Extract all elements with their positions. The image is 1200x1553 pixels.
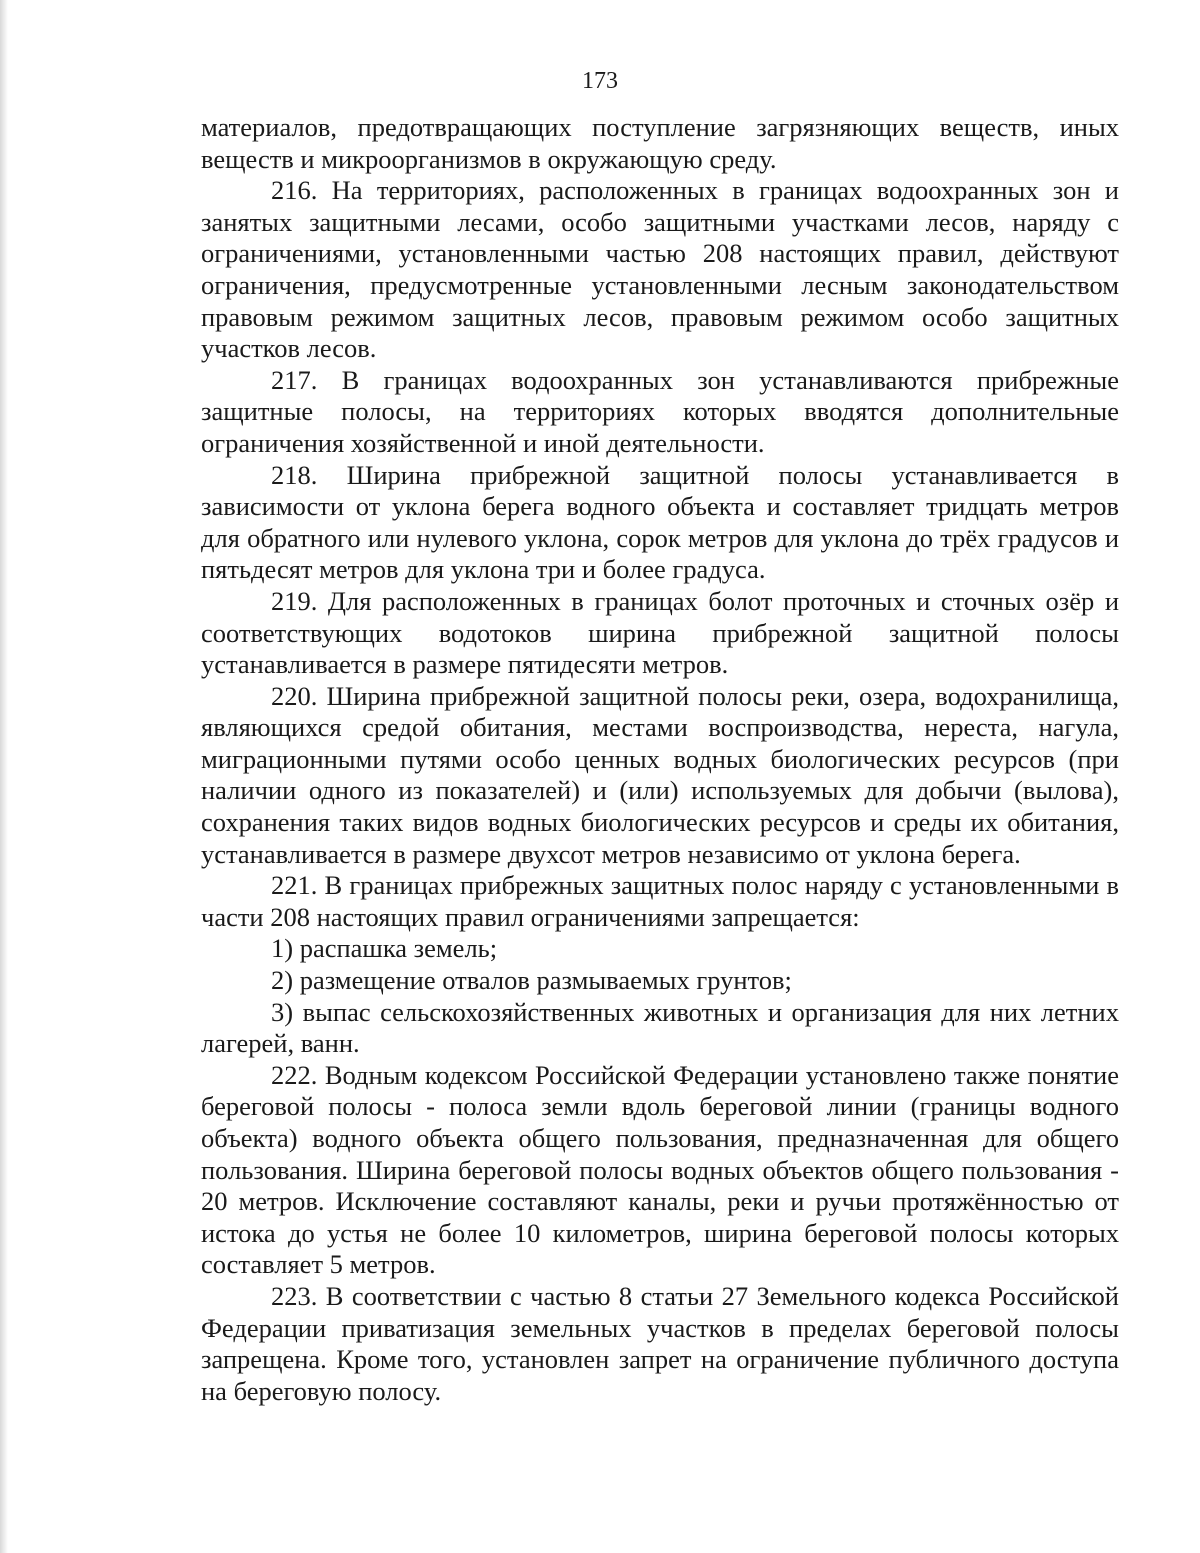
list-item-2: 2) размещение отвалов размываемых грунтов;: [271, 965, 792, 996]
paragraph-continuation: материалов, предотвращающих поступление загрязняющих веществ, иных веществ и микроорганизмов в окружающую среду.: [201, 112, 1119, 174]
page-number: 173: [582, 68, 618, 94]
paragraph-216: 216. На территориях, расположенных в границах водоохранных зон и занятых защитными лесами, особо защитными участками лесов, наряду с ограничениями, установленными частью 208 настоящих правил, действуют ограничения, предусмотренные установленными лесным законодательством правовым режимом защитных лесов, правовым режимом особо защитных участков лесов.: [201, 175, 1119, 364]
paragraph-220: 220. Ширина прибрежной защитной полосы реки, озера, водохранилища, являющихся средой обитания, местами воспроизводства, нереста, нагула, миграционными путями особо ценных водных биологических ресурсов (при наличии одного из показателей) и (или) используемых для добычи (вылова), сохранения таких видов водных биологических ресурсов и среды их обитания, устанавливается в размере двухсот метров независимо от уклона берега.: [201, 680, 1119, 869]
list-item-3: 3) выпас сельскохозяйственных животных и организация для них летних лагерей, ванн.: [201, 996, 1119, 1059]
paragraph-217: 217. В границах водоохранных зон устанавливаются прибрежные защитные полосы, на территориях которых вводятся дополнительные ограничения хозяйственной и иной деятельности.: [201, 364, 1119, 458]
paragraph-221: 221. В границах прибрежных защитных полос наряду с установленными в части 208 настоящих правил ограничениями запрещается:: [201, 870, 1119, 932]
paragraph-222: 222. Водным кодексом Российской Федерации установлено также понятие береговой полосы - полоса земли вдоль береговой линии (границы водного объекта) водного объекта общего пользования, предназначенная для общего пользования. Ширина береговой полосы водных объектов общего пользования - 20 метров. Исключение составляют каналы, реки и ручьи протяжённостью от истока до устья не более 10 километров, ширина береговой полосы которых составляет 5 метров.: [201, 1059, 1119, 1280]
list-item-1: 1) распашка земель;: [271, 933, 498, 964]
scan-edge-shadow: [0, 0, 8, 1553]
paragraph-218: 218. Ширина прибрежной защитной полосы устанавливается в зависимости от уклона берега водного объекта и составляет тридцать метров для обратного или нулевого уклона, сорок метров для уклона до трёх градусов и пятьдесят метров для уклона три и более градуса.: [201, 459, 1119, 585]
paragraph-223: 223. В соответствии с частью 8 статьи 27 Земельного кодекса Российской Федерации приватизация земельных участков в пределах береговой полосы запрещена. Кроме того, установлен запрет на ограничение публичного доступа на береговую полосу.: [201, 1280, 1119, 1406]
document-body: [201, 112, 1119, 1407]
paragraph-219: 219. Для расположенных в границах болот проточных и сточных озёр и соответствующих водотоков ширина прибрежной защитной полосы устанавливается в размере пятидесяти метров.: [201, 585, 1119, 680]
